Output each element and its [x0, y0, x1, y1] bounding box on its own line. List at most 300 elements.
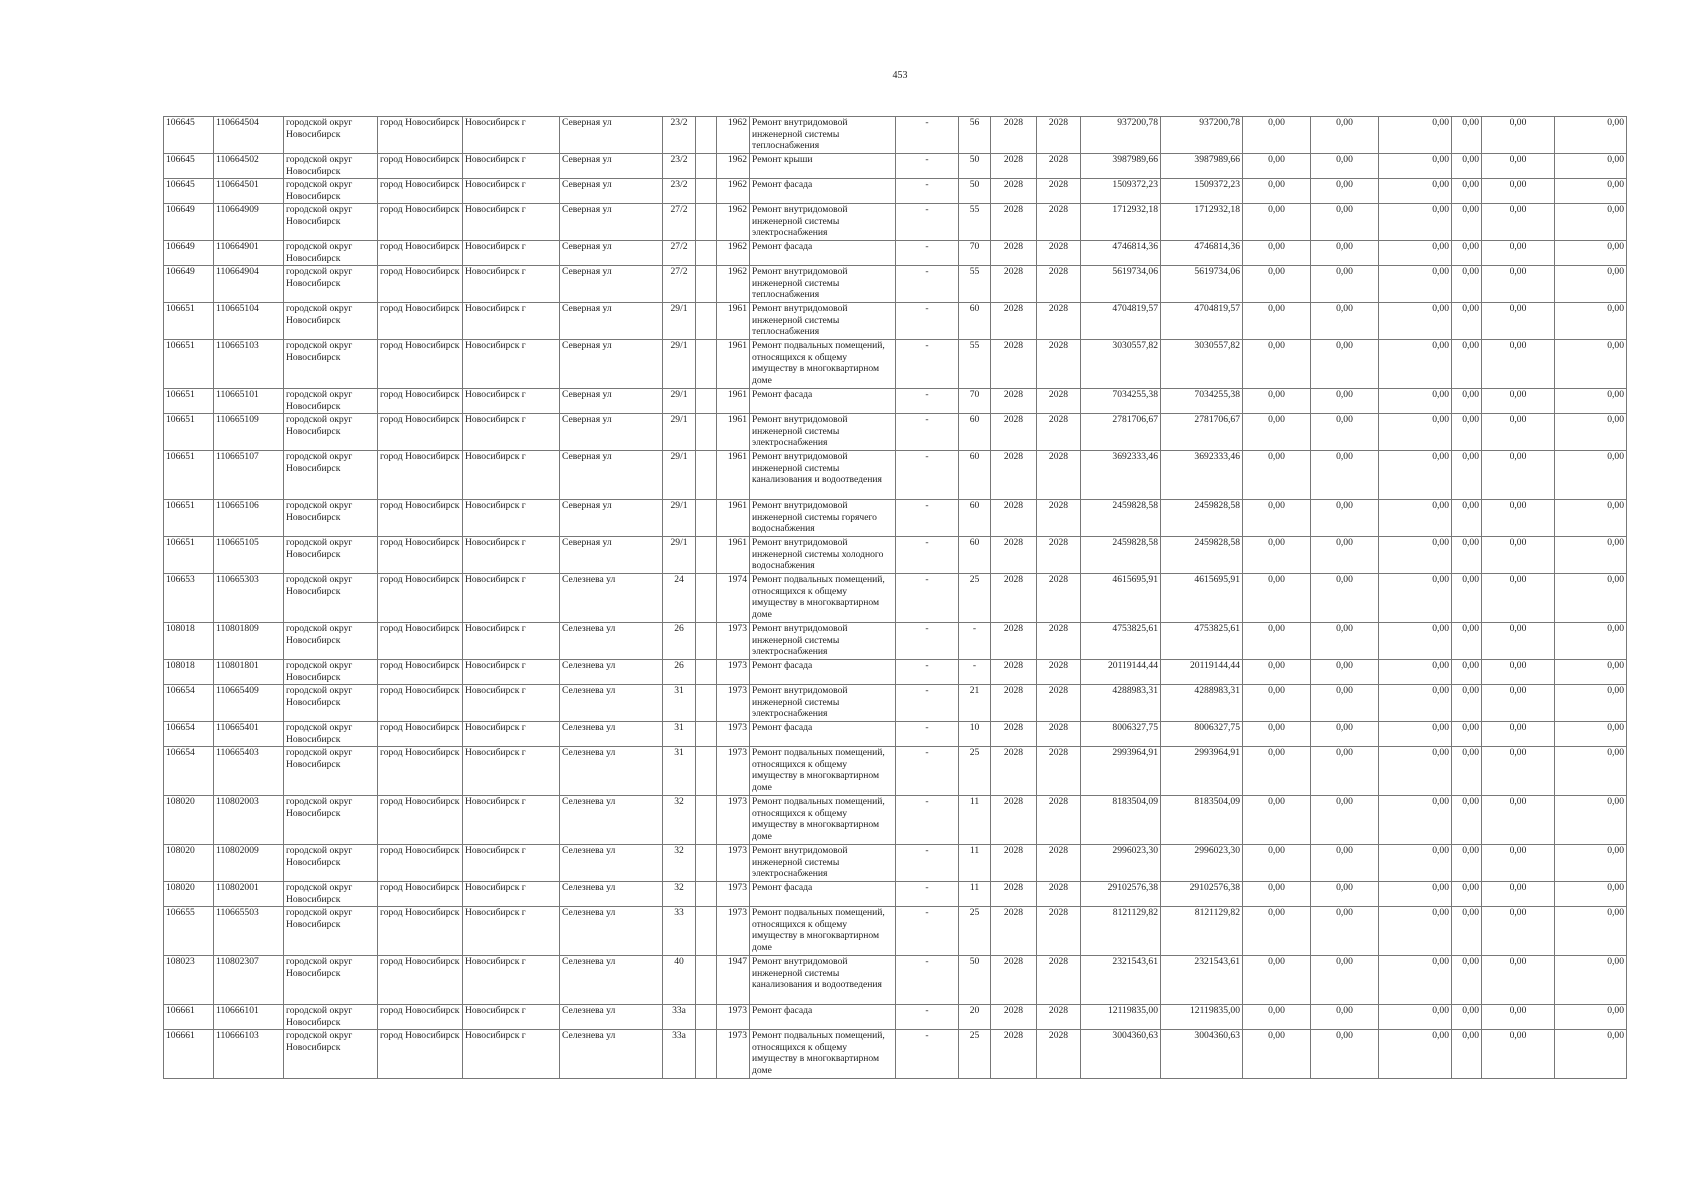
table-row [164, 340, 1627, 389]
cell-wear-percent: 70 [959, 389, 991, 414]
cell-cost-fund: 4704819,57 [1161, 303, 1243, 340]
cell-work-type: Ремонт фасада [750, 722, 896, 747]
cell-cost-total: 2993964,91 [1081, 747, 1161, 796]
cell-cost-total: 2459828,58 [1081, 500, 1161, 537]
cell-cost-fund: 20119144,44 [1161, 660, 1243, 685]
cell-work-type: Ремонт фасада [750, 389, 896, 414]
cell-record-id: 106651 [164, 451, 214, 500]
cell-build-year: 1962 [717, 266, 750, 303]
cell-building [696, 747, 717, 796]
cell-record-id: 106649 [164, 241, 214, 266]
cell-cost-regional: 0,00 [1311, 845, 1379, 882]
cell-cost-local: 0,00 [1379, 907, 1452, 956]
table-row [164, 451, 1627, 500]
cell-cost-other: 0,00 [1482, 154, 1555, 179]
cell-wear-percent: - [959, 623, 991, 660]
cell-locality: Новосибирск г [463, 574, 560, 623]
cell-cost-other: 0,00 [1482, 845, 1555, 882]
cell-work-type: Ремонт внутридомовой инженерной системы холодного водоснабжения [750, 537, 896, 574]
cell-settlement: город Новосибирск [378, 451, 463, 500]
cell-cost-extra: 0,00 [1555, 747, 1627, 796]
cell-build-year: 1962 [717, 179, 750, 204]
cell-cost-extra: 0,00 [1555, 882, 1627, 907]
cell-house-number: 27/2 [663, 204, 696, 241]
cell-cost-total: 2321543,61 [1081, 956, 1161, 1005]
cell-settlement: город Новосибирск [378, 1005, 463, 1030]
cell-cost-extra: 0,00 [1555, 796, 1627, 845]
cell-work-type: Ремонт внутридомовой инженерной системы теплоснабжения [750, 303, 896, 340]
cell-settlement: город Новосибирск [378, 574, 463, 623]
cell-building [696, 340, 717, 389]
cell-wear-percent: 60 [959, 303, 991, 340]
cell-cost-other: 0,00 [1482, 241, 1555, 266]
cell-status: - [896, 907, 959, 956]
cell-cost-local: 0,00 [1379, 660, 1452, 685]
cell-cost-local: 0,00 [1379, 845, 1452, 882]
cell-house-number: 27/2 [663, 241, 696, 266]
cell-cost-other: 0,00 [1482, 574, 1555, 623]
cell-cost-owners: 0,00 [1452, 1005, 1482, 1030]
cell-cost-total: 20119144,44 [1081, 660, 1161, 685]
cell-cost-federal: 0,00 [1243, 451, 1311, 500]
cell-record-id: 106654 [164, 685, 214, 722]
cell-work-id: 110664909 [214, 204, 284, 241]
cell-cost-local: 0,00 [1379, 747, 1452, 796]
cell-status: - [896, 500, 959, 537]
cell-status: - [896, 389, 959, 414]
table-row [164, 747, 1627, 796]
cell-cost-other: 0,00 [1482, 1005, 1555, 1030]
cell-record-id: 106649 [164, 266, 214, 303]
cell-street: Северная ул [560, 389, 663, 414]
cell-settlement: город Новосибирск [378, 389, 463, 414]
cell-build-year: 1973 [717, 907, 750, 956]
cell-municipality: городской округ Новосибирск [284, 154, 378, 179]
cell-house-number: 29/1 [663, 340, 696, 389]
cell-plan-year-end: 2028 [1037, 685, 1081, 722]
cell-cost-extra: 0,00 [1555, 956, 1627, 1005]
cell-cost-regional: 0,00 [1311, 414, 1379, 451]
cell-wear-percent: 55 [959, 340, 991, 389]
cell-locality: Новосибирск г [463, 796, 560, 845]
cell-cost-other: 0,00 [1482, 451, 1555, 500]
table-row [164, 414, 1627, 451]
cell-cost-owners: 0,00 [1452, 660, 1482, 685]
cell-plan-year-start: 2028 [991, 845, 1037, 882]
cell-work-id: 110665303 [214, 574, 284, 623]
cell-cost-federal: 0,00 [1243, 117, 1311, 154]
cell-cost-federal: 0,00 [1243, 685, 1311, 722]
cell-settlement: город Новосибирск [378, 303, 463, 340]
cell-cost-extra: 0,00 [1555, 500, 1627, 537]
cell-work-id: 110802009 [214, 845, 284, 882]
table-row [164, 117, 1627, 154]
table-row [164, 241, 1627, 266]
cell-cost-extra: 0,00 [1555, 660, 1627, 685]
cell-cost-federal: 0,00 [1243, 623, 1311, 660]
cell-cost-other: 0,00 [1482, 414, 1555, 451]
cell-work-id: 110665401 [214, 722, 284, 747]
cell-house-number: 23/2 [663, 117, 696, 154]
cell-cost-federal: 0,00 [1243, 154, 1311, 179]
cell-cost-regional: 0,00 [1311, 500, 1379, 537]
cell-cost-fund: 8121129,82 [1161, 907, 1243, 956]
cell-cost-fund: 3030557,82 [1161, 340, 1243, 389]
cell-cost-other: 0,00 [1482, 623, 1555, 660]
table-row [164, 623, 1627, 660]
cell-cost-regional: 0,00 [1311, 204, 1379, 241]
cell-cost-fund: 2996023,30 [1161, 845, 1243, 882]
cell-plan-year-start: 2028 [991, 117, 1037, 154]
cell-locality: Новосибирск г [463, 414, 560, 451]
table-row [164, 685, 1627, 722]
cell-plan-year-end: 2028 [1037, 204, 1081, 241]
cell-plan-year-start: 2028 [991, 389, 1037, 414]
cell-cost-owners: 0,00 [1452, 685, 1482, 722]
cell-building [696, 179, 717, 204]
cell-wear-percent: 21 [959, 685, 991, 722]
cell-locality: Новосибирск г [463, 845, 560, 882]
cell-plan-year-start: 2028 [991, 747, 1037, 796]
cell-cost-federal: 0,00 [1243, 266, 1311, 303]
cell-build-year: 1947 [717, 956, 750, 1005]
cell-cost-owners: 0,00 [1452, 241, 1482, 266]
cell-cost-other: 0,00 [1482, 537, 1555, 574]
cell-work-type: Ремонт внутридомовой инженерной системы электроснабжения [750, 204, 896, 241]
cell-cost-total: 1509372,23 [1081, 179, 1161, 204]
cell-cost-owners: 0,00 [1452, 537, 1482, 574]
cell-cost-regional: 0,00 [1311, 796, 1379, 845]
cell-status: - [896, 340, 959, 389]
cell-record-id: 106661 [164, 1005, 214, 1030]
cell-record-id: 106661 [164, 1030, 214, 1079]
cell-house-number: 29/1 [663, 389, 696, 414]
cell-cost-federal: 0,00 [1243, 956, 1311, 1005]
cell-cost-regional: 0,00 [1311, 882, 1379, 907]
cell-settlement: город Новосибирск [378, 414, 463, 451]
cell-cost-fund: 4753825,61 [1161, 623, 1243, 660]
cell-work-type: Ремонт внутридомовой инженерной системы теплоснабжения [750, 266, 896, 303]
cell-municipality: городской округ Новосибирск [284, 747, 378, 796]
cell-status: - [896, 685, 959, 722]
cell-cost-extra: 0,00 [1555, 117, 1627, 154]
cell-cost-owners: 0,00 [1452, 574, 1482, 623]
cell-work-id: 110665103 [214, 340, 284, 389]
cell-wear-percent: 25 [959, 1030, 991, 1079]
cell-cost-other: 0,00 [1482, 500, 1555, 537]
cell-cost-local: 0,00 [1379, 500, 1452, 537]
cell-municipality: городской округ Новосибирск [284, 303, 378, 340]
cell-status: - [896, 660, 959, 685]
cell-plan-year-start: 2028 [991, 623, 1037, 660]
cell-municipality: городской округ Новосибирск [284, 204, 378, 241]
cell-cost-other: 0,00 [1482, 685, 1555, 722]
cell-work-type: Ремонт подвальных помещений, относящихся к общему имуществу в многоквартирном доме [750, 1030, 896, 1079]
cell-building [696, 204, 717, 241]
cell-cost-extra: 0,00 [1555, 537, 1627, 574]
cell-work-id: 110664502 [214, 154, 284, 179]
cell-building [696, 303, 717, 340]
cell-municipality: городской округ Новосибирск [284, 623, 378, 660]
cell-locality: Новосибирск г [463, 451, 560, 500]
cell-house-number: 23/2 [663, 179, 696, 204]
cell-build-year: 1962 [717, 117, 750, 154]
cell-wear-percent: 70 [959, 241, 991, 266]
cell-build-year: 1973 [717, 623, 750, 660]
cell-cost-total: 4746814,36 [1081, 241, 1161, 266]
cell-house-number: 26 [663, 660, 696, 685]
table-row [164, 574, 1627, 623]
cell-wear-percent: 60 [959, 451, 991, 500]
cell-plan-year-start: 2028 [991, 685, 1037, 722]
cell-locality: Новосибирск г [463, 685, 560, 722]
cell-cost-total: 8183504,09 [1081, 796, 1161, 845]
cell-record-id: 106651 [164, 414, 214, 451]
cell-building [696, 623, 717, 660]
cell-cost-fund: 7034255,38 [1161, 389, 1243, 414]
cell-status: - [896, 956, 959, 1005]
cell-municipality: городской округ Новосибирск [284, 179, 378, 204]
cell-cost-local: 0,00 [1379, 389, 1452, 414]
cell-municipality: городской округ Новосибирск [284, 1030, 378, 1079]
cell-locality: Новосибирск г [463, 956, 560, 1005]
cell-building [696, 414, 717, 451]
cell-street: Селезнева ул [560, 623, 663, 660]
cell-building [696, 796, 717, 845]
cell-cost-extra: 0,00 [1555, 241, 1627, 266]
table-row [164, 266, 1627, 303]
cell-house-number: 23/2 [663, 154, 696, 179]
cell-record-id: 108018 [164, 623, 214, 660]
cell-house-number: 33а [663, 1005, 696, 1030]
cell-locality: Новосибирск г [463, 747, 560, 796]
cell-locality: Новосибирск г [463, 722, 560, 747]
cell-cost-owners: 0,00 [1452, 179, 1482, 204]
cell-status: - [896, 154, 959, 179]
cell-cost-federal: 0,00 [1243, 747, 1311, 796]
cell-settlement: город Новосибирск [378, 623, 463, 660]
table-row [164, 389, 1627, 414]
cell-plan-year-end: 2028 [1037, 241, 1081, 266]
cell-cost-local: 0,00 [1379, 340, 1452, 389]
cell-municipality: городской округ Новосибирск [284, 414, 378, 451]
cell-settlement: город Новосибирск [378, 747, 463, 796]
cell-locality: Новосибирск г [463, 537, 560, 574]
cell-plan-year-start: 2028 [991, 179, 1037, 204]
cell-cost-owners: 0,00 [1452, 747, 1482, 796]
cell-cost-federal: 0,00 [1243, 500, 1311, 537]
cell-cost-total: 3004360,63 [1081, 1030, 1161, 1079]
cell-municipality: городской округ Новосибирск [284, 451, 378, 500]
cell-wear-percent: 11 [959, 882, 991, 907]
cell-wear-percent: 60 [959, 500, 991, 537]
cell-building [696, 241, 717, 266]
cell-work-type: Ремонт внутридомовой инженерной системы горячего водоснабжения [750, 500, 896, 537]
cell-record-id: 106651 [164, 389, 214, 414]
cell-build-year: 1962 [717, 204, 750, 241]
cell-record-id: 106654 [164, 747, 214, 796]
cell-cost-local: 0,00 [1379, 1005, 1452, 1030]
cell-building [696, 266, 717, 303]
cell-house-number: 29/1 [663, 500, 696, 537]
cell-plan-year-start: 2028 [991, 722, 1037, 747]
cell-plan-year-end: 2028 [1037, 722, 1081, 747]
cell-build-year: 1974 [717, 574, 750, 623]
cell-street: Селезнева ул [560, 722, 663, 747]
cell-cost-regional: 0,00 [1311, 117, 1379, 154]
cell-work-type: Ремонт подвальных помещений, относящихся к общему имуществу в многоквартирном доме [750, 796, 896, 845]
cell-cost-local: 0,00 [1379, 623, 1452, 660]
cell-cost-total: 29102576,38 [1081, 882, 1161, 907]
cell-cost-other: 0,00 [1482, 747, 1555, 796]
cell-cost-owners: 0,00 [1452, 340, 1482, 389]
cell-settlement: город Новосибирск [378, 241, 463, 266]
cell-settlement: город Новосибирск [378, 660, 463, 685]
cell-cost-extra: 0,00 [1555, 1030, 1627, 1079]
table-row [164, 722, 1627, 747]
cell-cost-local: 0,00 [1379, 685, 1452, 722]
cell-locality: Новосибирск г [463, 241, 560, 266]
cell-wear-percent: 60 [959, 537, 991, 574]
cell-plan-year-end: 2028 [1037, 660, 1081, 685]
cell-settlement: город Новосибирск [378, 722, 463, 747]
cell-street: Северная ул [560, 241, 663, 266]
cell-cost-federal: 0,00 [1243, 660, 1311, 685]
cell-street: Северная ул [560, 117, 663, 154]
cell-work-id: 110801801 [214, 660, 284, 685]
cell-work-id: 110664501 [214, 179, 284, 204]
cell-house-number: 24 [663, 574, 696, 623]
cell-locality: Новосибирск г [463, 340, 560, 389]
cell-cost-regional: 0,00 [1311, 154, 1379, 179]
cell-street: Селезнева ул [560, 685, 663, 722]
cell-work-id: 110664504 [214, 117, 284, 154]
cell-cost-local: 0,00 [1379, 796, 1452, 845]
cell-cost-local: 0,00 [1379, 154, 1452, 179]
cell-status: - [896, 845, 959, 882]
cell-settlement: город Новосибирск [378, 340, 463, 389]
cell-cost-fund: 2781706,67 [1161, 414, 1243, 451]
cell-municipality: городской округ Новосибирск [284, 117, 378, 154]
cell-plan-year-start: 2028 [991, 414, 1037, 451]
cell-build-year: 1973 [717, 747, 750, 796]
cell-cost-federal: 0,00 [1243, 241, 1311, 266]
cell-settlement: город Новосибирск [378, 266, 463, 303]
cell-cost-regional: 0,00 [1311, 722, 1379, 747]
cell-wear-percent: 50 [959, 179, 991, 204]
cell-cost-extra: 0,00 [1555, 303, 1627, 340]
cell-cost-other: 0,00 [1482, 303, 1555, 340]
cell-plan-year-start: 2028 [991, 266, 1037, 303]
cell-municipality: городской округ Новосибирск [284, 389, 378, 414]
cell-build-year: 1973 [717, 796, 750, 845]
cell-settlement: город Новосибирск [378, 179, 463, 204]
cell-work-id: 110802003 [214, 796, 284, 845]
cell-work-id: 110666103 [214, 1030, 284, 1079]
cell-build-year: 1973 [717, 1005, 750, 1030]
cell-wear-percent: - [959, 660, 991, 685]
cell-status: - [896, 117, 959, 154]
cell-cost-total: 12119835,00 [1081, 1005, 1161, 1030]
table-row [164, 1005, 1627, 1030]
cell-settlement: город Новосибирск [378, 500, 463, 537]
cell-status: - [896, 882, 959, 907]
cell-record-id: 106645 [164, 154, 214, 179]
cell-plan-year-start: 2028 [991, 1005, 1037, 1030]
cell-plan-year-end: 2028 [1037, 537, 1081, 574]
cell-cost-federal: 0,00 [1243, 845, 1311, 882]
cell-work-id: 110666101 [214, 1005, 284, 1030]
cell-record-id: 108023 [164, 956, 214, 1005]
cell-cost-total: 1712932,18 [1081, 204, 1161, 241]
cell-municipality: городской округ Новосибирск [284, 882, 378, 907]
cell-cost-local: 0,00 [1379, 303, 1452, 340]
cell-settlement: город Новосибирск [378, 882, 463, 907]
cell-plan-year-end: 2028 [1037, 907, 1081, 956]
cell-plan-year-start: 2028 [991, 660, 1037, 685]
cell-cost-federal: 0,00 [1243, 303, 1311, 340]
cell-cost-owners: 0,00 [1452, 907, 1482, 956]
cell-cost-owners: 0,00 [1452, 500, 1482, 537]
cell-build-year: 1961 [717, 340, 750, 389]
cell-cost-federal: 0,00 [1243, 1030, 1311, 1079]
cell-build-year: 1973 [717, 685, 750, 722]
cell-cost-owners: 0,00 [1452, 117, 1482, 154]
cell-cost-local: 0,00 [1379, 414, 1452, 451]
cell-wear-percent: 11 [959, 796, 991, 845]
cell-street: Северная ул [560, 303, 663, 340]
cell-work-id: 110665109 [214, 414, 284, 451]
table-row [164, 882, 1627, 907]
page-number: 453 [892, 70, 908, 81]
cell-status: - [896, 1030, 959, 1079]
cell-house-number: 27/2 [663, 266, 696, 303]
cell-status: - [896, 204, 959, 241]
cell-plan-year-end: 2028 [1037, 266, 1081, 303]
cell-cost-regional: 0,00 [1311, 956, 1379, 1005]
cell-wear-percent: 60 [959, 414, 991, 451]
table-row [164, 845, 1627, 882]
cell-locality: Новосибирск г [463, 882, 560, 907]
cell-cost-extra: 0,00 [1555, 340, 1627, 389]
cell-settlement: город Новосибирск [378, 796, 463, 845]
cell-building [696, 389, 717, 414]
cell-street: Северная ул [560, 154, 663, 179]
table-row [164, 303, 1627, 340]
cell-cost-federal: 0,00 [1243, 574, 1311, 623]
cell-locality: Новосибирск г [463, 303, 560, 340]
cell-house-number: 40 [663, 956, 696, 1005]
cell-building [696, 537, 717, 574]
cell-cost-total: 2996023,30 [1081, 845, 1161, 882]
cell-work-id: 110664904 [214, 266, 284, 303]
cell-work-type: Ремонт фасада [750, 1005, 896, 1030]
cell-house-number: 33 [663, 907, 696, 956]
cell-cost-other: 0,00 [1482, 179, 1555, 204]
cell-wear-percent: 50 [959, 956, 991, 1005]
cell-municipality: городской округ Новосибирск [284, 537, 378, 574]
cell-cost-regional: 0,00 [1311, 907, 1379, 956]
cell-cost-regional: 0,00 [1311, 623, 1379, 660]
cell-settlement: город Новосибирск [378, 845, 463, 882]
cell-cost-local: 0,00 [1379, 882, 1452, 907]
cell-plan-year-start: 2028 [991, 340, 1037, 389]
cell-cost-owners: 0,00 [1452, 623, 1482, 660]
cell-cost-federal: 0,00 [1243, 722, 1311, 747]
cell-cost-fund: 8006327,75 [1161, 722, 1243, 747]
cell-work-type: Ремонт фасада [750, 179, 896, 204]
cell-cost-fund: 3004360,63 [1161, 1030, 1243, 1079]
